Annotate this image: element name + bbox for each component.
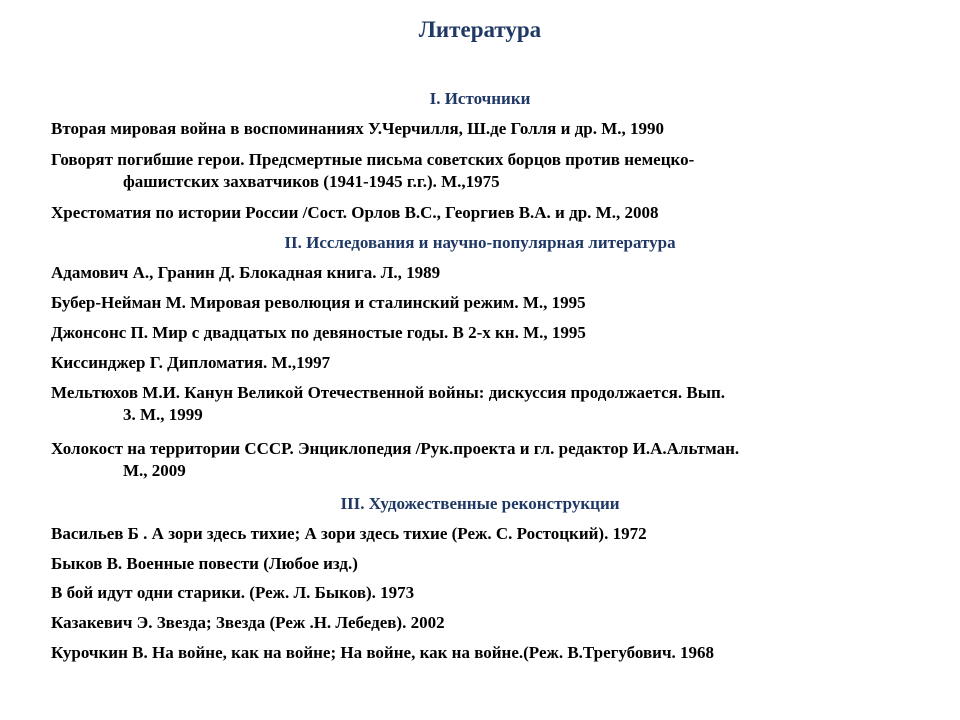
entry-line: Джонсонс П. Мир с двадцатых по девяностые годы. В 2-х кн. М., 1995 (51, 323, 586, 342)
list-item (51, 149, 931, 193)
list-item (51, 438, 931, 482)
entry-line: Хрестоматия по истории России /Сост. Орлов В.С., Георгиев В.А. и др. М., 2008 (51, 203, 659, 222)
entry-line: Мельтюхов М.И. Канун Великой Отечественной войны: дискуссия продолжается. Вып. (51, 383, 726, 402)
list-item (51, 553, 931, 575)
entry-line: Казакевич Э. Звезда; Звезда (Реж .Н. Лебедев). 2002 (51, 613, 445, 632)
list-item (51, 523, 931, 545)
list-item (51, 352, 931, 374)
entry-line: Адамович А., Гранин Д. Блокадная книга. Л., 1989 (51, 263, 441, 282)
entry-line: Бубер-Нейман М. Мировая революция и сталинский режим. М., 1995 (51, 293, 586, 312)
entry-line: Курочкин В. На войне, как на войне; На войне, как на войне.(Реж. В.Трегубович. 1968 (51, 643, 715, 662)
section-heading-research: II. Исследования и научно-популярная литература (284, 233, 676, 252)
entry-line: Быков В. Военные повести (Любое изд.) (51, 554, 358, 573)
list-item (51, 612, 931, 634)
list-item (51, 322, 931, 344)
list-item (51, 642, 931, 664)
entry-line-continued: М., 2009 (123, 461, 186, 480)
section-heading-artistic: III. Художественные реконструкции (340, 494, 620, 513)
entry-line: Холокост на территории СССР. Энциклопедия /Рук.проекта и гл. редактор И.А.Альтман. (51, 439, 740, 458)
section-heading-sources: I. Источники (429, 89, 531, 108)
entry-line: Говорят погибшие герои. Предсмертные письма советских борцов против немецко- (51, 150, 695, 169)
entry-line: В бой идут одни старики. (Реж. Л. Быков). 1973 (51, 583, 415, 602)
list-item (51, 262, 931, 284)
entry-line: Вторая мировая война в воспоминаниях У.Черчилля, Ш.де Голля и др. М., 1990 (51, 119, 665, 138)
entry-line-continued: фашистских захватчиков (1941-1945 г.г.). М.,1975 (123, 172, 500, 191)
list-item (51, 118, 931, 140)
list-item (51, 292, 931, 314)
entry-line: Киссинджер Г. Дипломатия. М.,1997 (51, 353, 331, 372)
list-item (51, 582, 931, 604)
entry-line-continued: 3. М., 1999 (123, 405, 203, 424)
list-item (51, 382, 931, 426)
page-title: Литература (418, 17, 542, 42)
entry-line: Васильев Б . А зори здесь тихие; А зори здесь тихие (Реж. С. Ростоцкий). 1972 (51, 524, 647, 543)
list-item (51, 202, 931, 224)
